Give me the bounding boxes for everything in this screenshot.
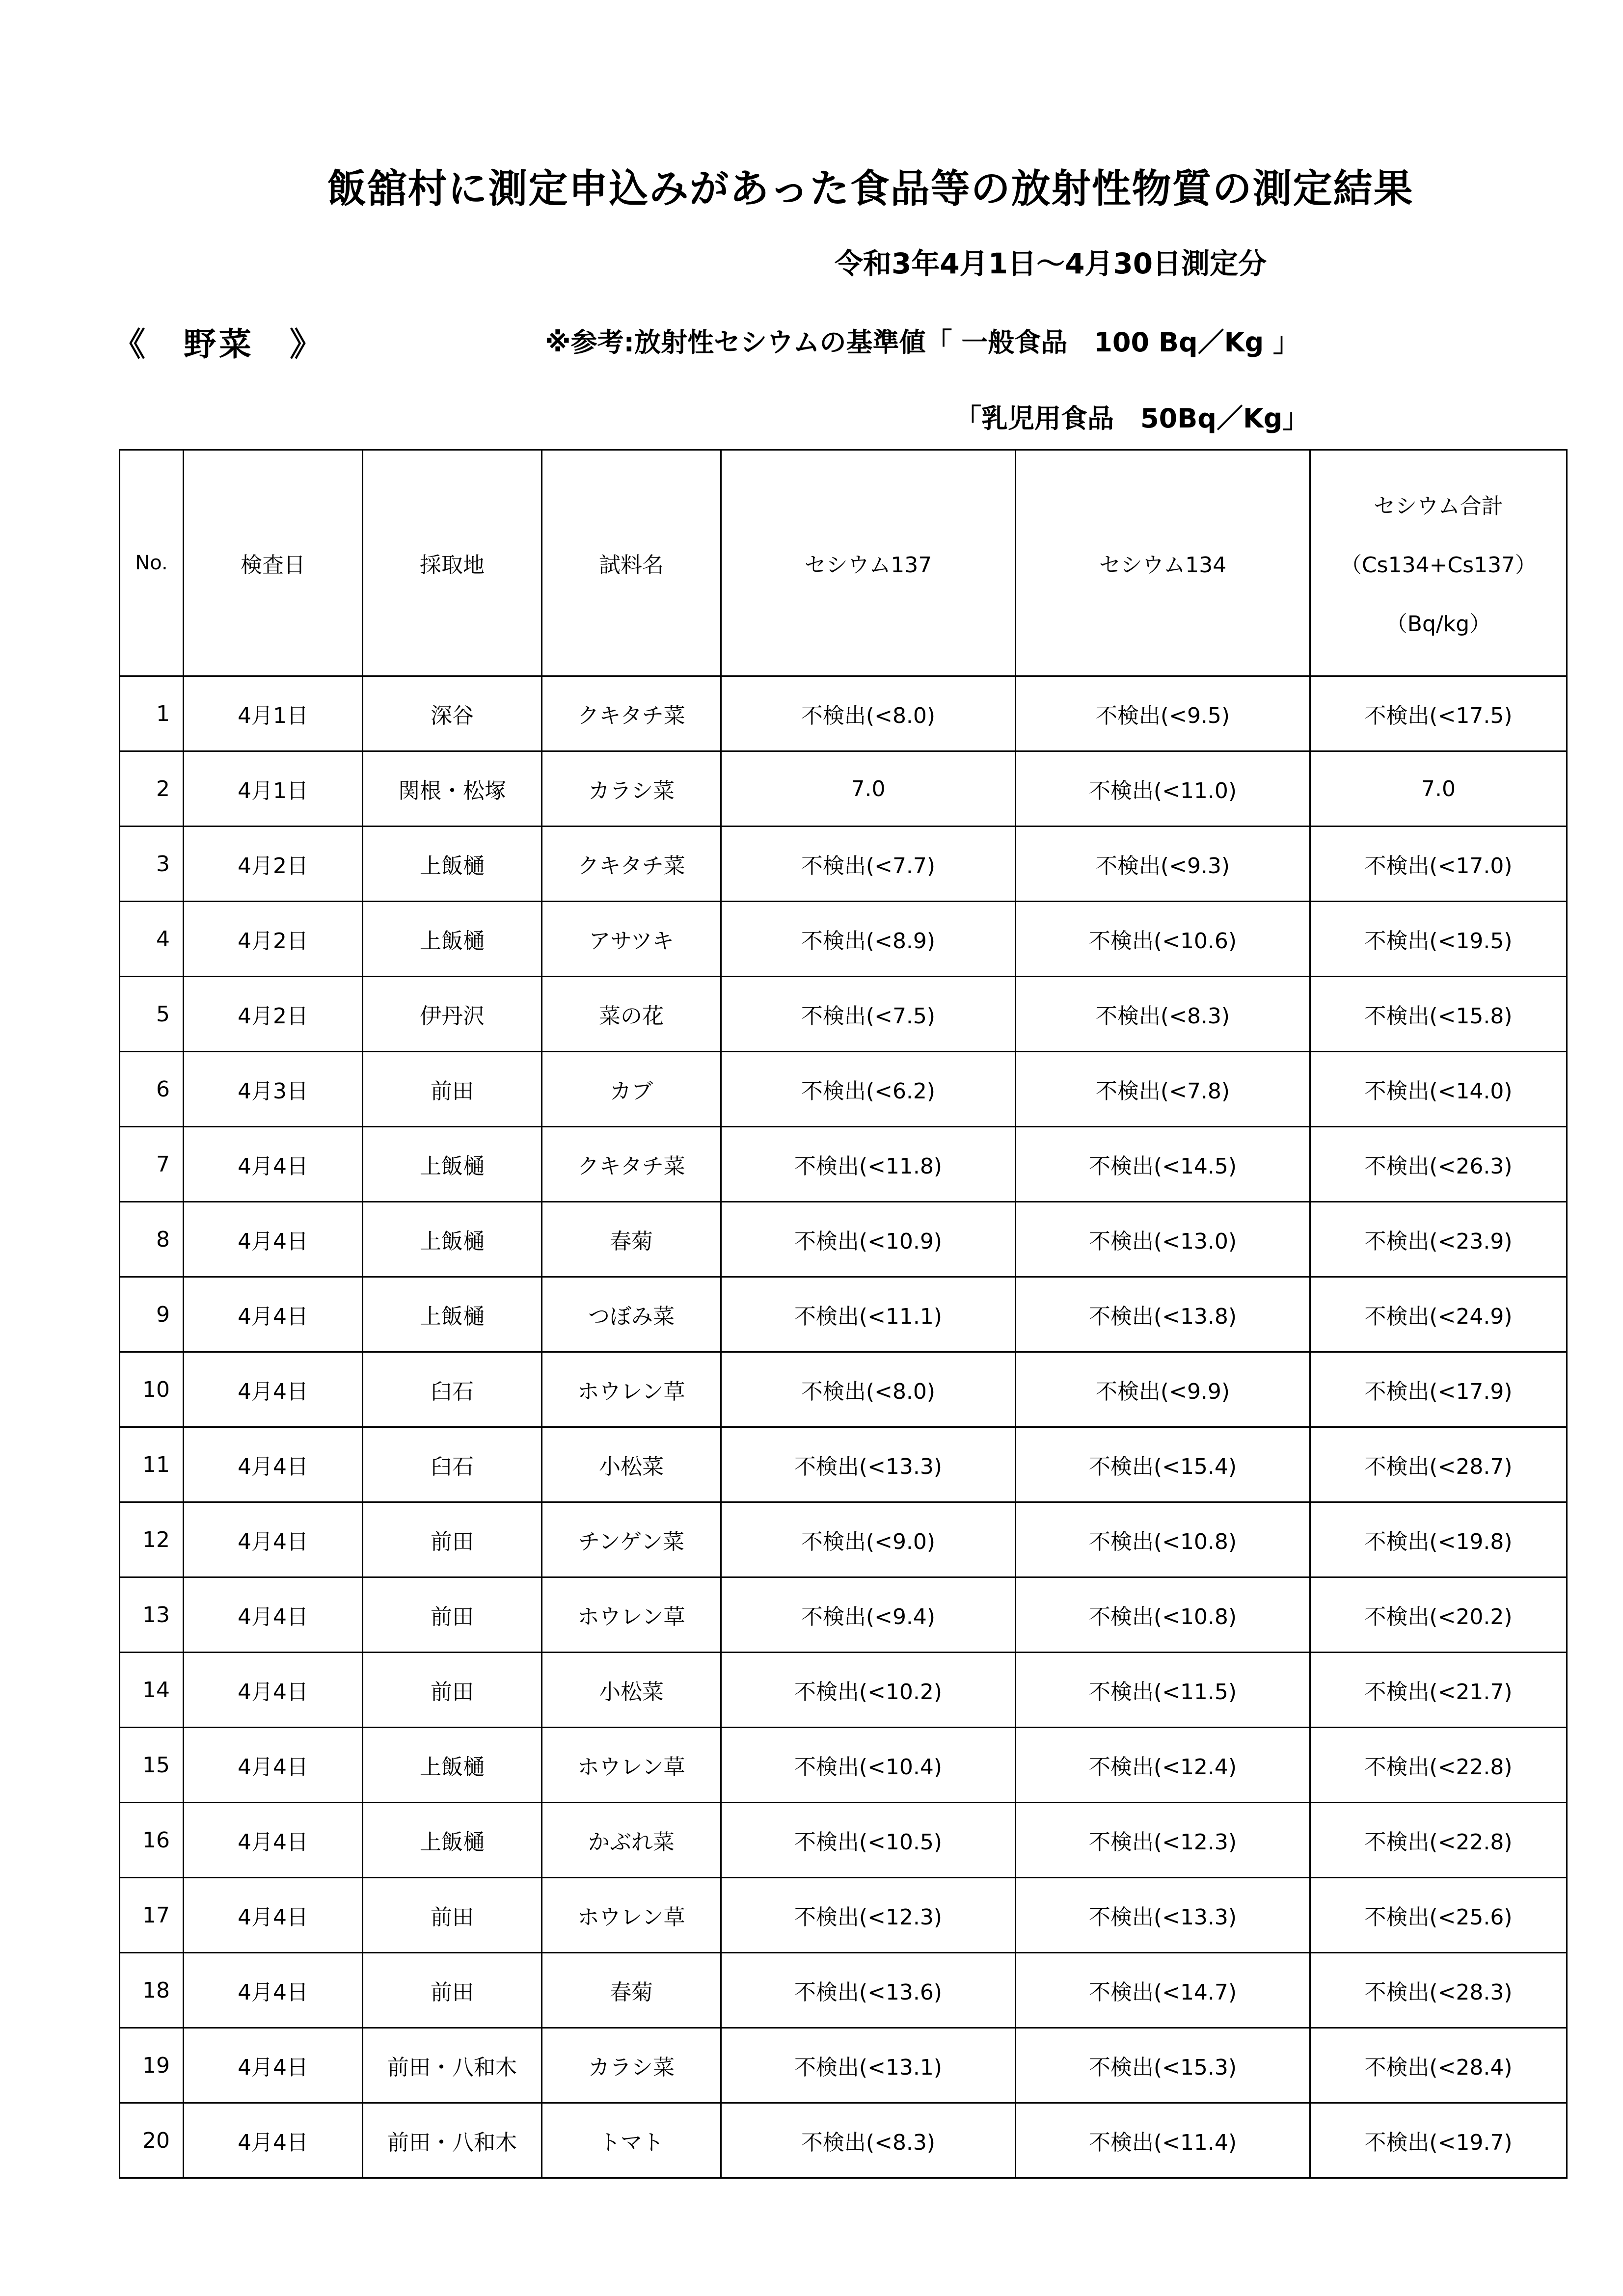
cell-no: 9	[120, 1277, 184, 1352]
cell-sample: カブ	[542, 1052, 721, 1127]
cell-cs137: 不検出(<8.0)	[721, 1352, 1016, 1427]
cell-total: 7.0	[1310, 751, 1567, 827]
cell-cs134: 不検出(<9.5)	[1016, 676, 1310, 751]
cell-sample: クキタチ菜	[542, 827, 721, 902]
cell-cs134: 不検出(<10.8)	[1016, 1577, 1310, 1653]
table-header-row	[120, 450, 1567, 676]
cell-cs134: 不検出(<13.0)	[1016, 1202, 1310, 1277]
cell-cs137: 不検出(<11.8)	[721, 1127, 1016, 1202]
cell-cs134: 不検出(<15.4)	[1016, 1427, 1310, 1502]
table-row	[120, 676, 1567, 751]
cell-location: 上飯樋	[363, 1127, 542, 1202]
cell-total: 不検出(<25.6)	[1310, 1878, 1567, 1953]
cell-cs134: 不検出(<13.3)	[1016, 1878, 1310, 1953]
cell-cs134: 不検出(<15.3)	[1016, 2028, 1310, 2103]
cell-sample: 小松菜	[542, 1653, 721, 1728]
cell-sample: アサツキ	[542, 902, 721, 977]
cell-total: 不検出(<17.9)	[1310, 1352, 1567, 1427]
cell-sample: チンゲン菜	[542, 1502, 721, 1577]
cell-sample: カラシ菜	[542, 2028, 721, 2103]
header-cs134: セシウム134	[1016, 450, 1310, 676]
cell-cs137: 不検出(<10.9)	[721, 1202, 1016, 1277]
table-row	[120, 1878, 1567, 1953]
cell-no: 15	[120, 1728, 184, 1803]
cell-no: 2	[120, 751, 184, 827]
cell-cs134: 不検出(<12.3)	[1016, 1803, 1310, 1878]
cell-total: 不検出(<15.8)	[1310, 977, 1567, 1052]
cell-cs134: 不検出(<11.0)	[1016, 751, 1310, 827]
cell-date: 4月4日	[184, 1202, 363, 1277]
cell-location: 前田	[363, 1953, 542, 2028]
cell-sample: 小松菜	[542, 1427, 721, 1502]
header-no: No.	[120, 450, 184, 676]
cell-total: 不検出(<28.7)	[1310, 1427, 1567, 1502]
cell-no: 1	[120, 676, 184, 751]
cell-total: 不検出(<19.7)	[1310, 2103, 1567, 2178]
cell-total: 不検出(<22.8)	[1310, 1728, 1567, 1803]
cell-no: 5	[120, 977, 184, 1052]
cell-sample: カラシ菜	[542, 751, 721, 827]
header-total	[1310, 450, 1567, 676]
table-row	[120, 1803, 1567, 1878]
table-row	[120, 751, 1567, 827]
table-row	[120, 1577, 1567, 1653]
cell-no: 14	[120, 1653, 184, 1728]
cell-no: 17	[120, 1878, 184, 1953]
cell-date: 4月4日	[184, 1577, 363, 1653]
reference-standard-infant: 「乳児用食品 50Bq／Kg」	[955, 403, 1309, 434]
cell-sample: ホウレン草	[542, 1728, 721, 1803]
table-row	[120, 1202, 1567, 1277]
cell-date: 4月4日	[184, 1127, 363, 1202]
table-row	[120, 1653, 1567, 1728]
cell-cs137: 不検出(<11.1)	[721, 1277, 1016, 1352]
cell-date: 4月4日	[184, 1878, 363, 1953]
header-total-line2: （Cs134+Cs137）	[1340, 553, 1537, 578]
table-row	[120, 977, 1567, 1052]
cell-location: 伊丹沢	[363, 977, 542, 1052]
cell-cs137: 不検出(<10.2)	[721, 1653, 1016, 1728]
cell-sample: かぶれ菜	[542, 1803, 721, 1878]
cell-cs134: 不検出(<11.4)	[1016, 2103, 1310, 2178]
reference-standard-general: ※参考:放射性セシウムの基準値「 一般食品 100 Bq／Kg 」	[545, 327, 1299, 358]
cell-location: 前田	[363, 1577, 542, 1653]
cell-location: 上飯樋	[363, 1728, 542, 1803]
cell-no: 10	[120, 1352, 184, 1427]
cell-no: 18	[120, 1953, 184, 2028]
cell-cs137: 不検出(<13.6)	[721, 1953, 1016, 2028]
results-table	[119, 449, 1568, 2179]
cell-cs134: 不検出(<7.8)	[1016, 1052, 1310, 1127]
header-cs137: セシウム137	[721, 450, 1016, 676]
cell-location: 前田・八和木	[363, 2028, 542, 2103]
cell-sample: 菜の花	[542, 977, 721, 1052]
cell-date: 4月4日	[184, 1803, 363, 1878]
header-location: 採取地	[363, 450, 542, 676]
cell-date: 4月2日	[184, 977, 363, 1052]
cell-no: 20	[120, 2103, 184, 2178]
cell-location: 前田	[363, 1653, 542, 1728]
cell-total: 不検出(<20.2)	[1310, 1577, 1567, 1653]
cell-cs137: 不検出(<6.2)	[721, 1052, 1016, 1127]
cell-cs137: 不検出(<7.5)	[721, 977, 1016, 1052]
table-row	[120, 1953, 1567, 2028]
cell-date: 4月4日	[184, 1277, 363, 1352]
table-row	[120, 2028, 1567, 2103]
cell-location: 前田・八和木	[363, 2103, 542, 2178]
cell-total: 不検出(<17.0)	[1310, 827, 1567, 902]
cell-sample: ホウレン草	[542, 1352, 721, 1427]
table-row	[120, 827, 1567, 902]
cell-cs134: 不検出(<8.3)	[1016, 977, 1310, 1052]
cell-cs134: 不検出(<14.5)	[1016, 1127, 1310, 1202]
table-row	[120, 1127, 1567, 1202]
table-row	[120, 1052, 1567, 1127]
cell-cs137: 不検出(<10.4)	[721, 1728, 1016, 1803]
cell-sample: ホウレン草	[542, 1577, 721, 1653]
cell-date: 4月1日	[184, 676, 363, 751]
cell-total: 不検出(<26.3)	[1310, 1127, 1567, 1202]
cell-no: 8	[120, 1202, 184, 1277]
cell-date: 4月4日	[184, 2103, 363, 2178]
table-row	[120, 1502, 1567, 1577]
cell-cs137: 不検出(<13.3)	[721, 1427, 1016, 1502]
cell-no: 16	[120, 1803, 184, 1878]
cell-total: 不検出(<28.3)	[1310, 1953, 1567, 2028]
table-row	[120, 1728, 1567, 1803]
cell-cs134: 不検出(<12.4)	[1016, 1728, 1310, 1803]
cell-date: 4月2日	[184, 827, 363, 902]
table-row	[120, 1427, 1567, 1502]
cell-location: 関根・松塚	[363, 751, 542, 827]
cell-date: 4月1日	[184, 751, 363, 827]
header-total-line3: （Bq/kg）	[1385, 612, 1491, 637]
cell-cs137: 不検出(<8.3)	[721, 2103, 1016, 2178]
cell-cs137: 不検出(<9.0)	[721, 1502, 1016, 1577]
cell-sample: つぼみ菜	[542, 1277, 721, 1352]
cell-total: 不検出(<28.4)	[1310, 2028, 1567, 2103]
cell-location: 上飯樋	[363, 827, 542, 902]
cell-cs137: 不検出(<13.1)	[721, 2028, 1016, 2103]
cell-location: 深谷	[363, 676, 542, 751]
cell-no: 7	[120, 1127, 184, 1202]
cell-total: 不検出(<21.7)	[1310, 1653, 1567, 1728]
header-date: 検査日	[184, 450, 363, 676]
cell-cs137: 不検出(<7.7)	[721, 827, 1016, 902]
cell-sample: クキタチ菜	[542, 1127, 721, 1202]
cell-cs134: 不検出(<10.8)	[1016, 1502, 1310, 1577]
cell-no: 6	[120, 1052, 184, 1127]
cell-cs134: 不検出(<9.3)	[1016, 827, 1310, 902]
cell-cs137: 不検出(<8.9)	[721, 902, 1016, 977]
cell-cs134: 不検出(<14.7)	[1016, 1953, 1310, 2028]
cell-location: 上飯樋	[363, 1803, 542, 1878]
cell-cs137: 不検出(<8.0)	[721, 676, 1016, 751]
table-row	[120, 1277, 1567, 1352]
cell-date: 4月3日	[184, 1052, 363, 1127]
cell-no: 19	[120, 2028, 184, 2103]
category-heading: 《 野菜 》	[113, 325, 325, 363]
measurement-period: 令和3年4月1日～4月30日測定分	[835, 247, 1267, 280]
cell-date: 4月2日	[184, 902, 363, 977]
cell-total: 不検出(<23.9)	[1310, 1202, 1567, 1277]
cell-location: 上飯樋	[363, 1277, 542, 1352]
cell-total: 不検出(<17.5)	[1310, 676, 1567, 751]
cell-location: 前田	[363, 1052, 542, 1127]
page-title: 飯舘村に測定申込みがあった食品等の放射性物質の測定結果	[327, 166, 1414, 212]
cell-sample: 春菊	[542, 1202, 721, 1277]
cell-total: 不検出(<24.9)	[1310, 1277, 1567, 1352]
cell-no: 11	[120, 1427, 184, 1502]
cell-cs137: 不検出(<9.4)	[721, 1577, 1016, 1653]
cell-total: 不検出(<19.5)	[1310, 902, 1567, 977]
cell-date: 4月4日	[184, 1728, 363, 1803]
cell-cs134: 不検出(<9.9)	[1016, 1352, 1310, 1427]
cell-location: 前田	[363, 1878, 542, 1953]
cell-date: 4月4日	[184, 1427, 363, 1502]
cell-no: 4	[120, 902, 184, 977]
cell-date: 4月4日	[184, 1352, 363, 1427]
cell-cs134: 不検出(<10.6)	[1016, 902, 1310, 977]
cell-sample: クキタチ菜	[542, 676, 721, 751]
cell-cs137: 不検出(<10.5)	[721, 1803, 1016, 1878]
cell-total: 不検出(<22.8)	[1310, 1803, 1567, 1878]
cell-total: 不検出(<14.0)	[1310, 1052, 1567, 1127]
cell-date: 4月4日	[184, 1502, 363, 1577]
cell-cs137: 7.0	[721, 751, 1016, 827]
cell-location: 前田	[363, 1502, 542, 1577]
cell-location: 臼石	[363, 1427, 542, 1502]
cell-location: 上飯樋	[363, 902, 542, 977]
cell-location: 上飯樋	[363, 1202, 542, 1277]
cell-cs134: 不検出(<11.5)	[1016, 1653, 1310, 1728]
header-total-line1: セシウム合計	[1374, 494, 1503, 519]
table-row	[120, 2103, 1567, 2178]
cell-no: 12	[120, 1502, 184, 1577]
header-sample: 試料名	[542, 450, 721, 676]
cell-date: 4月4日	[184, 2028, 363, 2103]
cell-date: 4月4日	[184, 1953, 363, 2028]
cell-total: 不検出(<19.8)	[1310, 1502, 1567, 1577]
cell-no: 3	[120, 827, 184, 902]
cell-sample: 春菊	[542, 1953, 721, 2028]
cell-date: 4月4日	[184, 1653, 363, 1728]
table-row	[120, 902, 1567, 977]
cell-sample: トマト	[542, 2103, 721, 2178]
cell-sample: ホウレン草	[542, 1878, 721, 1953]
cell-location: 臼石	[363, 1352, 542, 1427]
table-row	[120, 1352, 1567, 1427]
cell-no: 13	[120, 1577, 184, 1653]
cell-cs137: 不検出(<12.3)	[721, 1878, 1016, 1953]
cell-cs134: 不検出(<13.8)	[1016, 1277, 1310, 1352]
